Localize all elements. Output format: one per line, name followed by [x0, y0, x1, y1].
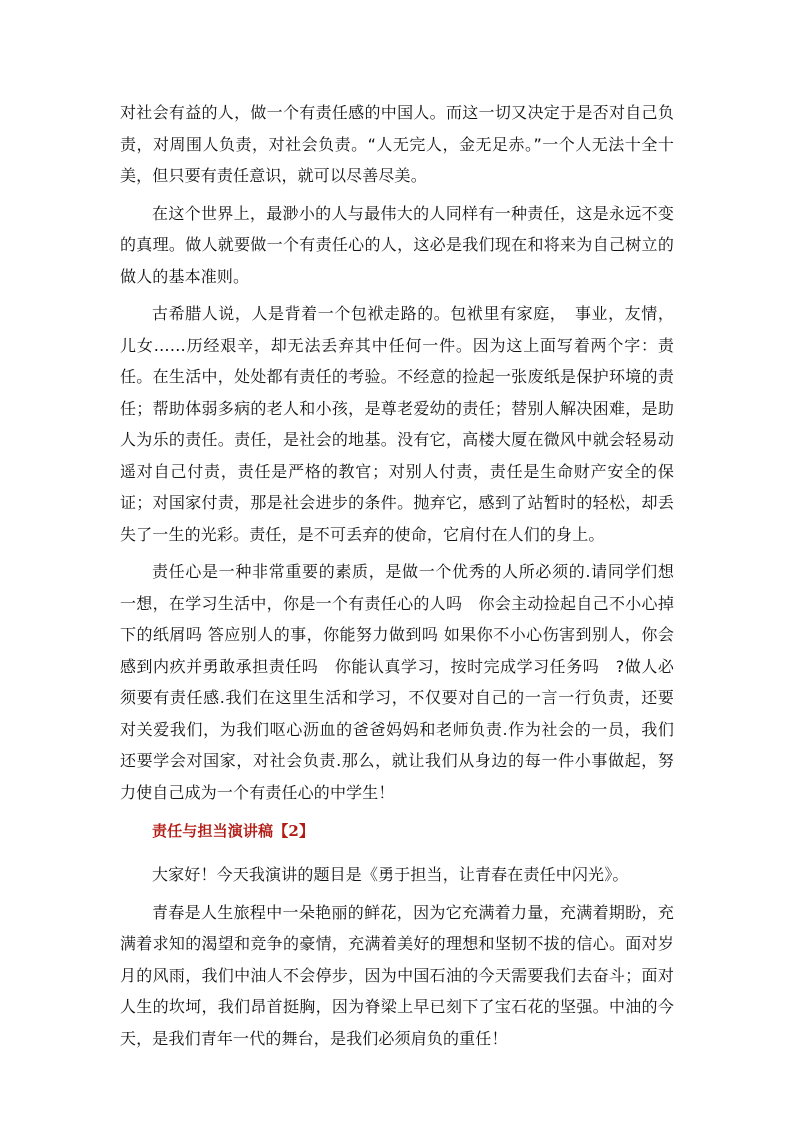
paragraph-greeting: 大家好！今天我演讲的题目是《勇于担当，让青春在责任中闪光》。: [152, 865, 629, 884]
paragraph-smallest-greatest: 在这个世界上，最渺小的人与最伟大的人同样有一种责任，这是永远不变的真理。做人就要做一个有责任心的人，这必是我们现在和将来为自己树立的做人的基本准则。: [120, 203, 674, 286]
section-heading: 责任与担当演讲稿【2】: [152, 822, 315, 840]
paragraph-continuation: 对社会有益的人，做一个有责任感的中国人。而这一切又决定于是否对自己负责，对周围人负责，对社会负责。“人无完人，金无足赤。”一个人无法十全十美，但只要有责任意识，就可以尽善尽美。: [120, 103, 674, 185]
paragraph-responsibility-quality: 责任心是一种非常重要的素质，是做一个优秀的人所必须的.请同学们想一想，在学习生活中，你是一个有责任心的人吗 你会主动捡起自己不小心掉下的纸屑吗 答应别人的事，你能努力做到吗 如果你不小心伤害到别人，你会感到内疚并勇敢承担责任吗 你能认真学习，按时完成学习任务吗 ?做人必须要有责任感.我们在这里生活和学习，不仅要对自己的一言一行负责，还要对关爱我们，为我们呕心沥血的爸爸妈妈和老师负责.作为社会的一员，我们还要学会对国家，对社会负责.那么，就让我们从身边的每一件小事做起，努力使自己成为一个有责任心的中学生！: [120, 562, 674, 802]
paragraph-youth: 青春是人生旅程中一朵艳丽的鲜花，因为它充满着力量，充满着期盼，充满着求知的渴望和竞争的豪情，充满着美好的理想和坚韧不拔的信心。面对岁月的风雨，我们中油人不会停步，因为中国石油的今天需要我们去奋斗；面对人生的坎坷，我们昂首挺胸，因为脊梁上早已刻下了宝石花的坚强。中油的今天，是我们青年一代的舞台，是我们必须肩负的重任！: [120, 902, 674, 1048]
document-body: [120, 97, 674, 1060]
paragraph-ancient-greek: 古希腊人说，人是背着一个包袱走路的。包袱里有家庭， 事业，友情，儿女……历经艰辛，却无法丢弃其中任何一件。因为这上面写着两个字：责任。在生活中，处处都有责任的考验。不经意的捡起一张废纸是保护环境的责任；帮助体弱多病的老人和小孩，是尊老爱幼的责任；替别人解决困难，是助人为乐的责任。责任，是社会的地基。没有它，高楼大厦在微风中就会轻易动遥对自己付责，责任是严格的教官；对别人付责，责任是生命财产安全的保证；对国家付责，那是社会进步的条件。抛弃它，感到了站暂时的轻松，却丢失了一生的光彩。责任，是不可丢弃的使命，它肩付在人们的身上。: [120, 304, 674, 544]
